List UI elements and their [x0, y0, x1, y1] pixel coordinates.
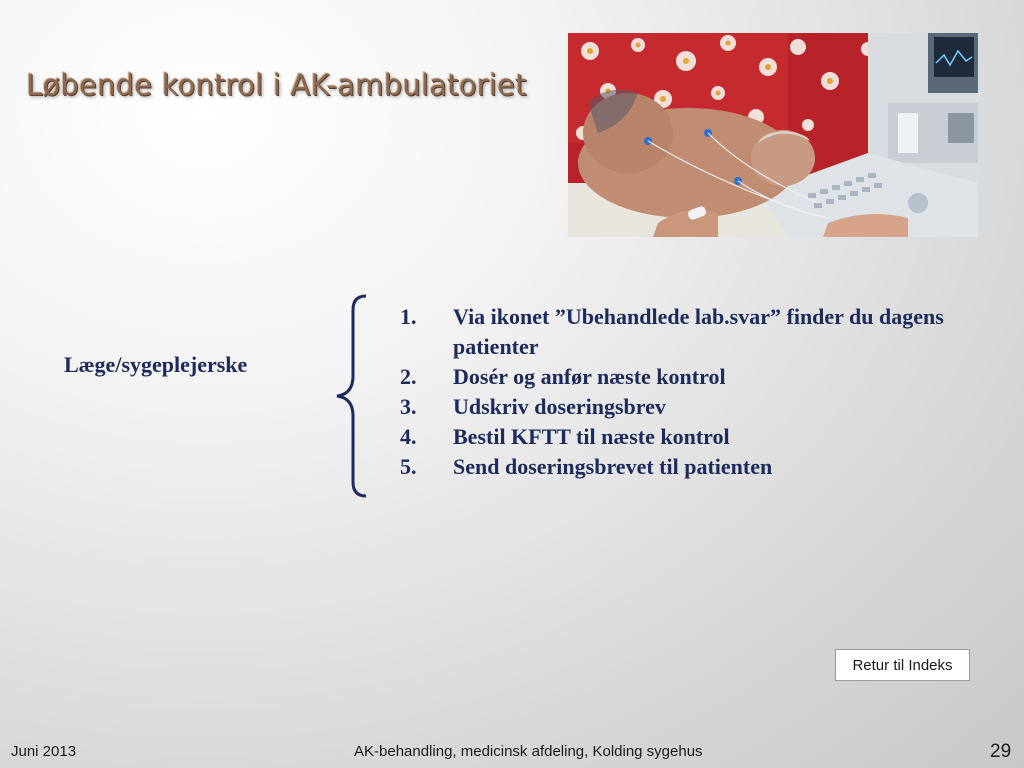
step-number: 1.: [400, 304, 417, 329]
footer-department: AK-behandling, medicinsk afdeling, Kolding sygehus: [354, 743, 703, 760]
list-item: [400, 362, 960, 392]
list-item: [400, 452, 960, 482]
step-text: Via ikonet ”Ubehandlede lab.svar” finder du dagens patienter: [453, 304, 944, 359]
steps-list: [400, 302, 960, 482]
page-number: 29: [990, 741, 1012, 762]
step-number: 4.: [400, 424, 417, 449]
role-label: Læge/sygeplejerske: [64, 352, 248, 377]
curly-brace-icon: [333, 294, 373, 498]
return-to-index-button[interactable]: Retur til Indeks: [835, 649, 970, 681]
list-item: [400, 392, 960, 422]
ultrasound-photo: [568, 33, 978, 237]
list-item: [400, 422, 960, 452]
footer-date: Juni 2013: [11, 743, 77, 760]
step-number: 2.: [400, 364, 417, 389]
step-number: 5.: [400, 454, 417, 479]
slide-title: Løbende kontrol i AK-ambulatoriet: [26, 68, 527, 102]
list-item: [400, 302, 960, 362]
step-text: Bestil KFTT til næste kontrol: [453, 424, 730, 449]
step-text: Send doseringsbrevet til patienten: [453, 454, 773, 479]
step-number: 3.: [400, 394, 417, 419]
step-text: Dosér og anfør næste kontrol: [453, 364, 726, 389]
step-text: Udskriv doseringsbrev: [453, 394, 666, 419]
